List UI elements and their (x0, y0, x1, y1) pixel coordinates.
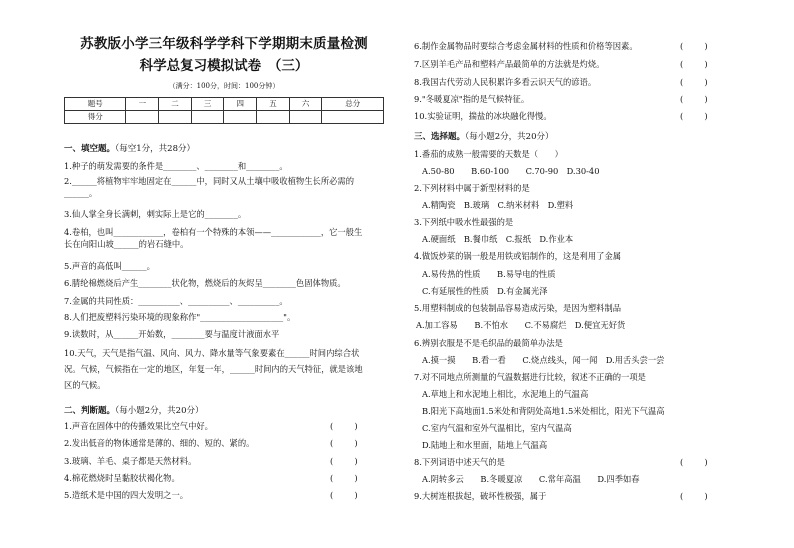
choice-question-4: 4.做饭炒菜的锅一般是用铁或铝制作的，这是利用了金属 (414, 251, 622, 261)
fill-question-1: 1.种子的萌发需要的条件是________、________和________。 (64, 161, 288, 171)
choice-question-2: 2.下列材料中属于新型材料的是 (414, 183, 530, 193)
answer-paren[interactable]: ( ) (680, 59, 708, 69)
section-title-judgment: 二、判断题。（每小题2分，共20分） (64, 406, 204, 416)
score-header-cell: 题号 (65, 98, 126, 111)
score-cell[interactable] (322, 111, 384, 124)
answer-paren[interactable]: ( ) (330, 421, 358, 431)
answer-paren[interactable]: ( ) (680, 41, 708, 51)
choice-question-9: 9.大树连根拔起，破坏性极强，属于 (414, 491, 547, 501)
choice-options: A.阴转多云 B.冬暖夏凉 C.常年高温 D.四季如春 (422, 474, 640, 484)
choice-question-3: 3.下列纸中吸水性最强的是 (414, 217, 514, 227)
score-cell[interactable] (257, 111, 290, 124)
answer-paren[interactable]: ( ) (330, 490, 358, 500)
judge-question-6: 6.制作金属物品时要综合考虑金属材料的性质和价格等因素。 (414, 41, 638, 51)
exam-info: （满分：100分，时间：100分钟） (168, 82, 280, 90)
score-header-cell: 五 (257, 98, 290, 111)
score-header-cell: 一 (126, 98, 159, 111)
choice-options: D.陆地上和水里面，陆地上气温高 (422, 440, 548, 450)
choice-question-7: 7.对不同地点所测量的气温数据进行比较，叙述不正确的一项是 (414, 372, 646, 382)
choice-question-1: 1.番茄的成熟一般需要的天数是（ ） (414, 149, 563, 159)
judge-question-4: 4.棉花燃烧时呈黏胶状褐化物。 (64, 473, 180, 483)
fill-question-7: 7.金属的共同性质：__________、__________、__________。 (64, 296, 288, 306)
score-header-cell: 总分 (322, 98, 384, 111)
section-title-fill-blank: 一、填空题。（每空1分，共28分） (64, 144, 195, 154)
judge-question-1: 1.声音在固体中的传播效果比空气中好。 (64, 421, 213, 431)
choice-options: A.加工容易 B.不怕水 C.不易腐烂 D.便宜无好货 (416, 320, 626, 330)
section-title-choice: 三、选择题。（每小题2分，共20分） (414, 132, 554, 142)
choice-question-5: 5.用塑料制成的包装制品容易造成污染，是因为塑料制品 (414, 303, 622, 313)
choice-options: C.室内气温和室外气温相比，室内气温高 (422, 423, 572, 433)
score-row-label: 得分 (65, 111, 126, 124)
choice-options: A.摸一摸 B.看一看 C.烧点线头，闻一闻 D.用舌头尝一尝 (422, 355, 665, 365)
choice-question-8: 8.下列词语中述天气的是 (414, 457, 505, 467)
choice-options: A.精陶瓷 B.玻璃 C.纳米材料 D.塑料 (422, 200, 574, 210)
score-cell[interactable] (224, 111, 257, 124)
answer-paren[interactable]: ( ) (680, 77, 708, 87)
score-header-cell: 六 (289, 98, 322, 111)
choice-options: A.硬面纸 B.餐巾纸 C.报纸 D.作业本 (422, 234, 574, 244)
exam-title: 苏教版小学三年级科学学科下学期期末质量检测 (80, 36, 368, 52)
fill-question-10: 10.天气，天气是指气温、风向、风力、降水量等气象要素在______时间内综合状况。气候，气候指在一定的地区，年复一年，______时间内的天气特征，就是该地区的气候。 (64, 348, 363, 390)
answer-paren[interactable]: ( ) (680, 94, 708, 104)
choice-options: A.50-80 B.60-100 C.70-90 D.30-40 (422, 166, 600, 176)
score-cell[interactable] (159, 111, 192, 124)
score-table-header-row (65, 98, 384, 111)
fill-question-4: 4.卷柏，也叫____________，卷柏有一个特殊的本领——____________，它一般生长在向阳山坡______的岩石缝中。 (64, 227, 363, 249)
choice-options: B.阳光下高地面1.5米处和背阴处高地1.5米处相比，阳光下气温高 (422, 406, 665, 416)
answer-paren[interactable]: ( ) (680, 491, 708, 501)
score-header-cell: 四 (224, 98, 257, 111)
answer-paren[interactable]: ( ) (680, 457, 708, 467)
answer-paren[interactable]: ( ) (680, 111, 708, 121)
score-table (64, 97, 384, 124)
fill-question-3: 3.仙人掌全身长满刺，刺实际上是它的________。 (64, 209, 247, 219)
judge-question-5: 5.造纸术是中国的四大发明之一。 (64, 490, 189, 500)
judge-question-3: 3.玻璃、羊毛、桌子都是天然材料。 (64, 456, 197, 466)
score-header-cell: 三 (191, 98, 224, 111)
choice-options: A.易传热的性质 B.易导电的性质 (422, 269, 556, 279)
judge-question-10: 10.实验证明，揣盐的冰块融化得慢。 (414, 111, 552, 121)
fill-question-5: 5.声音的高低叫______。 (64, 261, 155, 271)
fill-question-6: 6.腈纶棉燃烧后产生________状化物，燃烧后的灰烬呈________色固体物质。 (64, 278, 346, 288)
exam-subtitle-title: 科学总复习模拟试卷 （三） (139, 58, 309, 74)
score-cell[interactable] (126, 111, 159, 124)
judge-question-9: 9."冬暖夏凉"指的是气候特征。 (414, 94, 530, 104)
answer-paren[interactable]: ( ) (330, 473, 358, 483)
judge-question-8: 8.我国古代劳动人民积累许多看云识天气的谚语。 (414, 77, 597, 87)
judge-question-2: 2.发出低音的物体通常是薄的、细的、短的、紧的。 (64, 438, 255, 448)
choice-question-6: 6.辨别衣服是不是毛织品的最简单办法是 (414, 338, 563, 348)
judge-question-7: 7.区别羊毛产品和塑料产品最简单的方法就是灼烧。 (414, 59, 605, 69)
score-cell[interactable] (289, 111, 322, 124)
fill-question-2: 2.______将植物牢牢地固定在______中，同时又从土壤中吸收植物生长所必需的______。 (64, 176, 355, 198)
score-cell[interactable] (191, 111, 224, 124)
fill-question-9: 9.读数时，从______开始数，________要与温度计液面水平 (64, 329, 280, 339)
score-table-score-row (65, 111, 384, 124)
answer-paren[interactable]: ( ) (330, 438, 358, 448)
answer-paren[interactable]: ( ) (330, 456, 358, 466)
choice-options: A.草地上和水泥地上相比，水泥地上的气温高 (422, 389, 589, 399)
score-header-cell: 二 (159, 98, 192, 111)
fill-question-8: 8.人们把废塑料污染环境的现象称作"____________________"。 (64, 312, 296, 322)
choice-options: C.有延展性的性质 D.有金属光泽 (422, 286, 548, 296)
